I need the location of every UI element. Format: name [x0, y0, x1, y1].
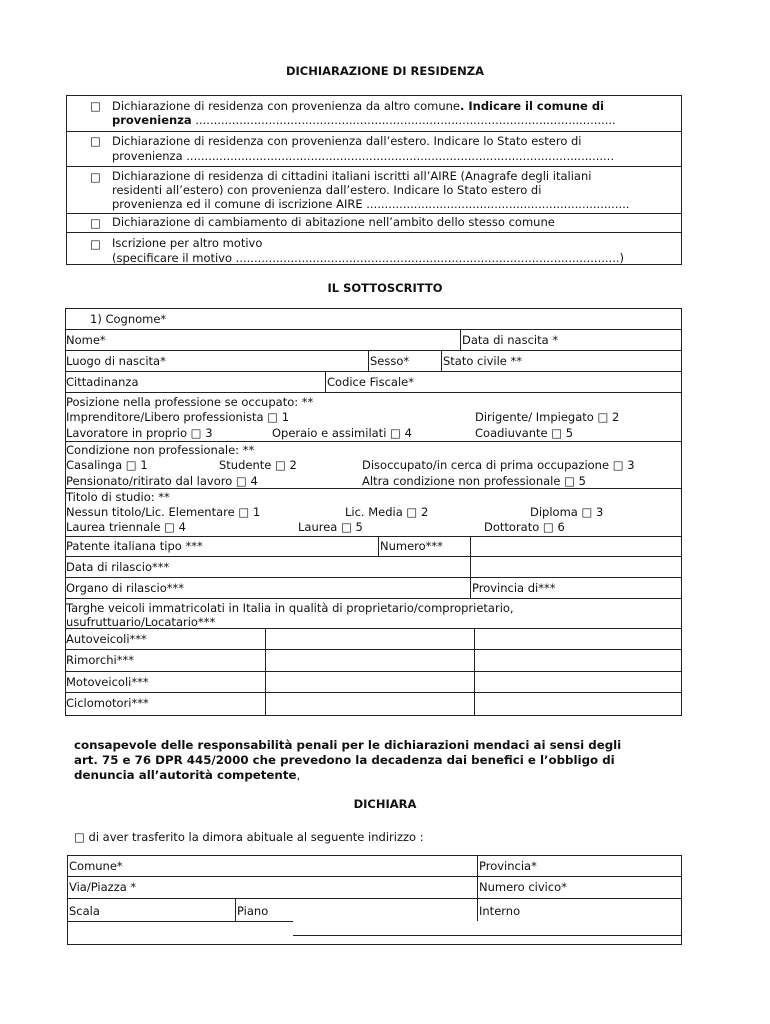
condizione-title: Condizione non professionale: ** — [66, 443, 255, 457]
posizione-option-1[interactable]: Imprenditore/Libero professionista □ 1 — [66, 410, 290, 424]
data-rilascio-label: Data di rilascio*** — [66, 560, 170, 574]
option-label: Dichiarazione di cambiamento di abitazione nell’ambito dello stesso comune — [112, 215, 555, 229]
checkbox[interactable]: □ — [90, 237, 101, 251]
titolo-option-4[interactable]: Laurea triennale □ 4 — [66, 520, 186, 534]
comune-label: Comune* — [69, 859, 123, 873]
stato-civile-label: Stato civile ** — [443, 354, 523, 368]
titolo-option-1[interactable]: Nessun titolo/Lic. Elementare □ 1 — [66, 505, 261, 519]
checkbox[interactable]: □ — [90, 170, 101, 184]
posizione-option-3[interactable]: Lavoratore in proprio □ 3 — [66, 426, 213, 440]
patente-label: Patente italiana tipo *** — [66, 539, 203, 553]
dichiara-title: DICHIARA — [353, 797, 417, 811]
targhe-label-line2: usufruttuario/Locatario*** — [66, 615, 216, 629]
autoveicoli-label: Autoveicoli*** — [66, 632, 147, 646]
titolo-option-6[interactable]: Dottorato □ 6 — [484, 520, 565, 534]
option-label: Iscrizione per altro motivo — [112, 236, 263, 250]
nome-label: Nome* — [66, 333, 106, 347]
motoveicoli-label: Motoveicoli*** — [66, 675, 149, 689]
option-label: Dichiarazione di residenza con provenienza da altro comune. Indicare il comune di — [112, 99, 604, 113]
piano-label: Piano — [237, 904, 269, 918]
option-label-line2: residenti all’estero) con provenienza dall’estero. Indicare lo Stato estero di — [112, 183, 542, 197]
luogo-nascita-label: Luogo di nascita* — [66, 354, 166, 368]
titolo-option-2[interactable]: Lic. Media □ 2 — [345, 505, 429, 519]
trasferito-checkbox[interactable]: □ di aver trasferito la dimora abituale al seguente indirizzo : — [74, 830, 424, 844]
option-label-line2: provenienza ................................................................................................................... — [112, 113, 616, 127]
posizione-option-2[interactable]: Dirigente/ Impiegato □ 2 — [475, 410, 620, 424]
rimorchi-label: Rimorchi*** — [66, 653, 134, 667]
titolo-studio-title: Titolo di studio: ** — [66, 490, 170, 504]
via-piazza-label: Via/Piazza * — [69, 880, 137, 894]
posizione-title: Posizione nella professione se occupato: ** — [66, 395, 314, 409]
condizione-option-2[interactable]: Studente □ 2 — [219, 458, 297, 472]
cognome-label: 1) Cognome* — [90, 312, 167, 326]
ciclomotori-label: Ciclomotori*** — [66, 696, 149, 710]
titolo-option-3[interactable]: Diploma □ 3 — [530, 505, 604, 519]
option-label: Dichiarazione di residenza di cittadini italiani iscritti all’AIRE (Anagrafe degli italiani — [112, 169, 592, 183]
scala-label: Scala — [69, 904, 100, 918]
page-title: DICHIARAZIONE DI RESIDENZA — [285, 64, 485, 78]
organo-rilascio-label: Organo di rilascio*** — [66, 581, 185, 595]
targhe-label: Targhe veicoli immatricolati in Italia in qualità di proprietario/comproprietario, — [66, 601, 514, 615]
option-label: Dichiarazione di residenza con provenienza dall’estero. Indicare lo Stato estero di — [112, 134, 582, 148]
numero-patente-label: Numero*** — [380, 539, 443, 553]
posizione-option-4[interactable]: Operaio e assimilati □ 4 — [272, 426, 412, 440]
sesso-label: Sesso* — [370, 354, 410, 368]
condizione-option-1[interactable]: Casalinga □ 1 — [66, 458, 148, 472]
numero-civico-label: Numero civico* — [479, 880, 567, 894]
section-title-sottoscritto: IL SOTTOSCRITTO — [327, 281, 443, 295]
condizione-option-4[interactable]: Pensionato/ritirato dal lavoro □ 4 — [66, 474, 258, 488]
checkbox[interactable]: □ — [90, 99, 101, 113]
condizione-option-5[interactable]: Altra condizione non professionale □ 5 — [362, 474, 586, 488]
checkbox[interactable]: □ — [90, 134, 101, 148]
condizione-option-3[interactable]: Disoccupato/in cerca di prima occupazione □ 3 — [362, 458, 635, 472]
data-nascita-label: Data di nascita * — [462, 333, 559, 347]
option-label-line3: provenienza ed il comune di iscrizione AIRE ........................................................................ — [112, 197, 630, 211]
codice-fiscale-label: Codice Fiscale* — [327, 375, 414, 389]
checkbox[interactable]: □ — [90, 216, 101, 230]
option-label-line2: provenienza ..................................................................................................................... — [112, 149, 614, 163]
cittadinanza-label: Cittadinanza — [66, 375, 139, 389]
consapevole-line3: denuncia all’autorità competente, — [74, 768, 301, 782]
consapevole-line1: consapevole delle responsabilità penali per le dichiarazioni mendaci ai sensi degli — [74, 738, 622, 752]
consapevole-line2: art. 75 e 76 DPR 445/2000 che prevedono la decadenza dai benefici e l’obbligo di — [74, 753, 615, 767]
provincia-label: Provincia* — [479, 859, 537, 873]
titolo-option-5[interactable]: Laurea □ 5 — [298, 520, 363, 534]
posizione-option-5[interactable]: Coadiuvante □ 5 — [475, 426, 574, 440]
option-label-line2: (specificare il motivo .........................................................................................................) — [112, 251, 624, 265]
provincia-rilascio-label: Provincia di*** — [472, 581, 556, 595]
interno-label: Interno — [479, 904, 521, 918]
